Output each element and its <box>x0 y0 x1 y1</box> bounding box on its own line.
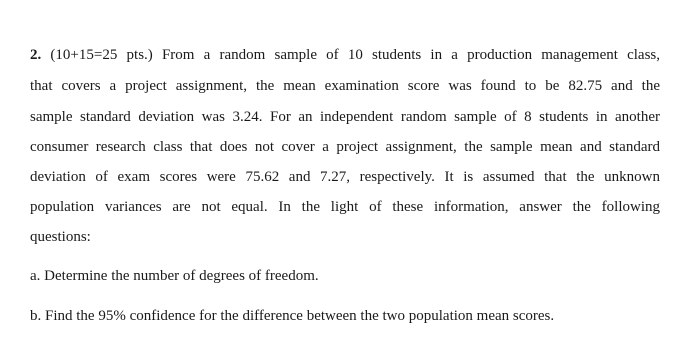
part-b: b. Find the 95% confidence for the difference between the two population mean scores. <box>30 308 555 324</box>
question-text-line-1: (10+15=25 pts.) From a random sample of 10 students in a production management class, <box>41 47 660 63</box>
question-line-5: deviation of exam scores were 75.62 and 7.27, respectively. It is assumed that the unknown <box>30 169 660 185</box>
question-number: 2. <box>30 47 42 63</box>
question-line-1 <box>30 46 660 64</box>
question-line-3: sample standard deviation was 3.24. For an independent random sample of 8 students in another <box>30 109 660 125</box>
question-line-2: that covers a project assignment, the mean examination score was found to be 82.75 and the <box>30 78 660 94</box>
question-line-7: questions: <box>30 229 91 245</box>
question-line-4: consumer research class that does not cover a project assignment, the sample mean and standard <box>30 139 660 155</box>
question-line-6: population variances are not equal. In the light of these information, answer the following <box>30 199 660 215</box>
part-a: a. Determine the number of degrees of freedom. <box>30 268 319 284</box>
